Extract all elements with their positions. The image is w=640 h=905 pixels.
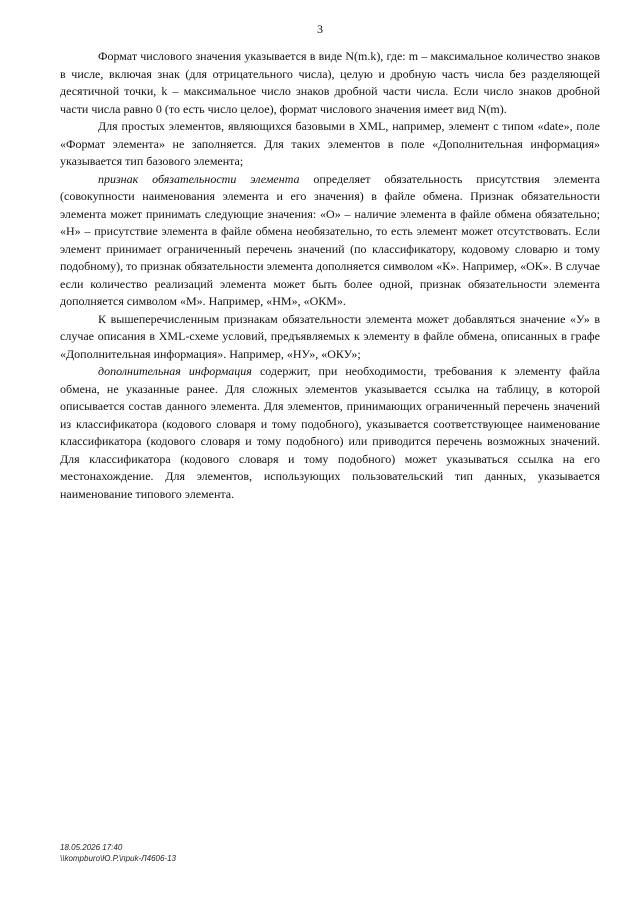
document-footer: [60, 842, 176, 864]
paragraph-text: Для простых элементов, являющихся базовыми в XML, например, элемент с типом «date», поле «Формат элемента» не заполняется. Для таких элементов в поле «Дополнительная информация» указывается тип базового элемента;: [60, 119, 600, 168]
paragraph-text: К вышеперечисленным признакам обязательности элемента может добавляться значение «У» в случае описания в XML-схеме условий, предъявляемых к элементу в файле обмена, описанных в графе «Дополнительная информация». Например, «НУ», «ОКУ»;: [60, 311, 600, 361]
paragraph-number-format: [60, 48, 600, 118]
paragraph-text: определяет обязательность присутствия элемента (совокупности наименования элемента и его значения) в файле обмена. Признак обязательности элемента может принимать следующие значения: «О» – наличие элемента в файле обмена обязательно; «Н» – присутствие элемента в файле обмена необязательно, то есть элемент может отсутствовать. Если элемент принимает ограниченный перечень значений (по классификатору, кодовому словарю и тому подобному), то признак обязательности элемента дополняется символом «К». Например, «ОК». В случае если количество реализаций элемента может быть более одной, признак обязательности элемента дополняется символом «М». Например, «НМ», «ОКМ».: [60, 171, 600, 308]
footer-timestamp: 18.05.2026 17:40: [60, 843, 123, 852]
paragraph-simple-elements: [60, 118, 600, 171]
page-number: 3: [317, 22, 323, 36]
paragraph-mandatory-sign: [60, 171, 600, 311]
paragraph-text: Формат числового значения указывается в виде N(m.k), где: m – максимальное количество знаков в числе, включая знак (для отрицательного числа), целую и дробную часть числа без разделяющей десятичной точки, k – максимальное число знаков дробной части числа. Если число знаков дробной части числа равно 0 (то есть число целое), формат числового значения имеет вид N(m).: [60, 49, 600, 116]
paragraph-term: дополнительная информация: [98, 364, 252, 378]
document-body: [60, 48, 600, 503]
paragraph-condition-sign: [60, 311, 600, 364]
footer-file-path: \\kompburo\Ю.Р.\приk-Л4606-13: [60, 854, 176, 863]
paragraph-text: содержит, при необходимости, требования к элементу файла обмена, не указанные ранее. Для сложных элементов указывается ссылка на таблицу, в которой описывается состав данного элемента. Для элементов, принимающих ограниченный перечень значений из классификатора (кодового словаря и тому подобного), указывается соответствующее наименование классификатора (кодового словаря и тому подобного) или приводится перечень возможных значений. Для классификатора (кодового словаря и тому подобного) может указываться ссылка на его местонахождение. Для элементов, использующих пользовательский тип данных, указывается наименование типового элемента.: [60, 364, 600, 501]
paragraph-term: признак обязательности элемента: [98, 171, 300, 186]
paragraph-additional-info: [60, 363, 600, 503]
